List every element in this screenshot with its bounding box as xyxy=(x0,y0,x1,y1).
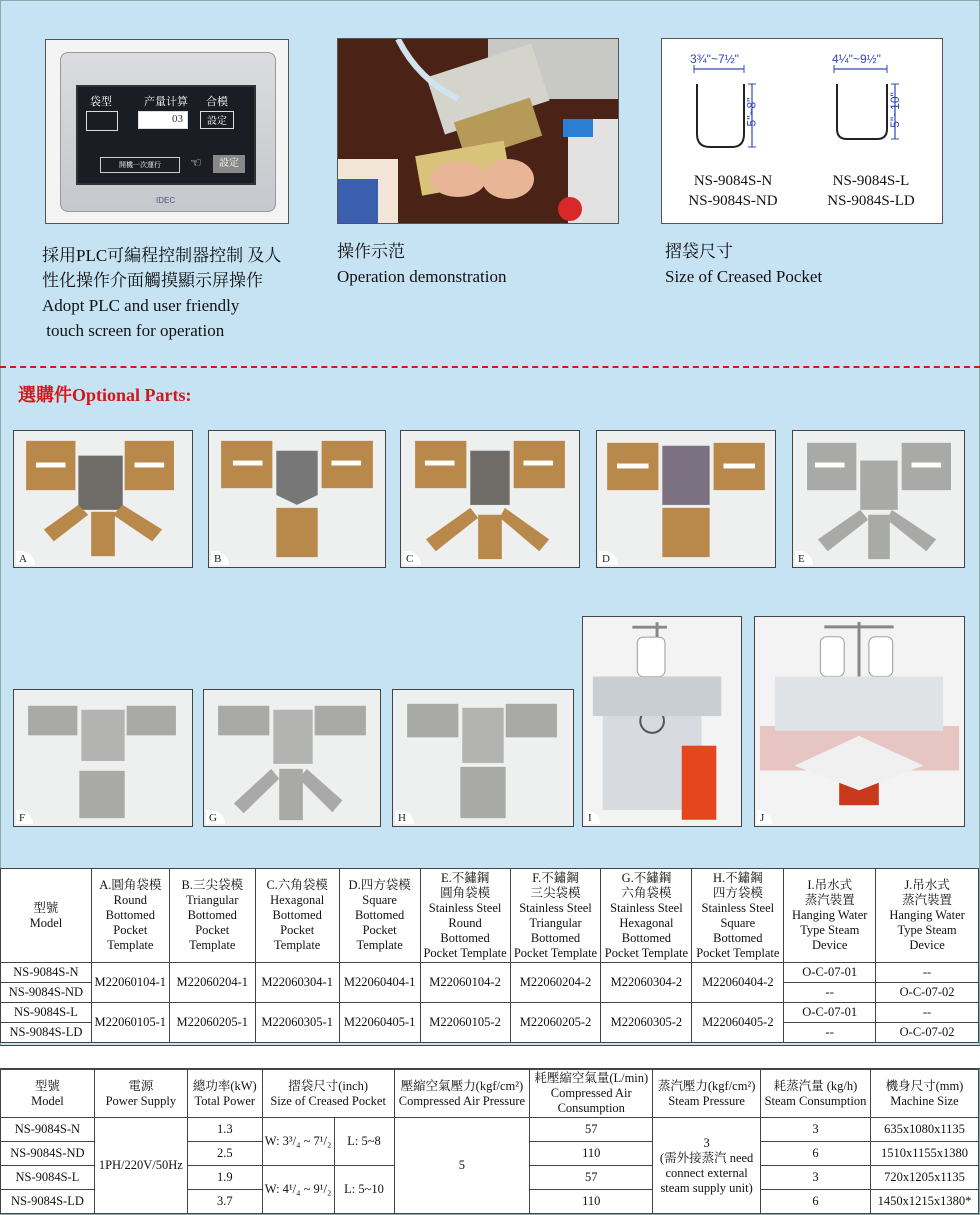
parts-header-g: G.不鏽鋼 六角袋模 Stainless Steel Hexagonal Bottomed Pocket Template xyxy=(601,869,692,963)
parts-header-j: J.吊水式 蒸汽裝置 Hanging Water Type Steam Device xyxy=(876,869,979,963)
part-c-letter: C xyxy=(403,551,421,565)
part-number-cell: M22060404-2 xyxy=(692,963,784,1003)
part-i-letter: I xyxy=(585,810,600,824)
part-g-letter: G xyxy=(206,810,225,824)
pocket-l-width: 4¼"~9½" xyxy=(832,52,881,66)
spec-header-power-supply: 電源 Power Supply xyxy=(94,1070,187,1118)
part-number-cell: M22060405-2 xyxy=(692,1003,784,1043)
pocket-n-model-1: NS-9084S-N xyxy=(693,173,773,189)
table-row xyxy=(1,1003,979,1023)
part-number-cell: M22060404-1 xyxy=(339,963,420,1003)
steam-device-cell: -- xyxy=(876,963,979,983)
spec-model-cell: NS-9084S-ND xyxy=(1,1142,95,1166)
pocket-size-caption xyxy=(665,239,822,289)
part-number-cell: M22060204-2 xyxy=(510,963,601,1003)
pocket-n-width: 3¾"~7½" xyxy=(690,52,739,66)
pocket-width-cell: W: 4¹/₄ ~ 9¹/₂ xyxy=(262,1166,334,1214)
air-consumption-cell: 57 xyxy=(530,1118,653,1142)
pocket-size-diagram xyxy=(661,38,943,224)
part-number-cell: M22060405-1 xyxy=(339,1003,420,1043)
spec-header-total-power: 總功率(kW) Total Power xyxy=(187,1070,262,1118)
part-c xyxy=(400,430,580,568)
spec-header-machine-size: 機身尺寸(mm) Machine Size xyxy=(870,1070,978,1118)
part-e-letter: E xyxy=(795,551,813,565)
part-number-cell: M22060304-1 xyxy=(255,963,339,1003)
machine-size-cell: 635x1080x1135 xyxy=(870,1118,978,1142)
parts-header-a: A.圓角袋模 Round Bottomed Pocket Template xyxy=(91,869,169,963)
steam-consumption-cell: 3 xyxy=(761,1166,871,1190)
parts-header-c: C.六角袋模 Hexagonal Bottomed Pocket Template xyxy=(255,869,339,963)
machine-size-cell: 1450x1215x1380* xyxy=(870,1190,978,1214)
screen-count: 产量计算 xyxy=(144,96,188,108)
part-number-cell: M22060105-2 xyxy=(420,1003,510,1043)
pocket-n-models xyxy=(670,171,796,211)
pocket-l-height: 5"~10" xyxy=(887,92,902,128)
screen-bag-icon-box xyxy=(86,111,118,131)
part-number-cell: M22060104-1 xyxy=(91,963,169,1003)
part-f xyxy=(13,689,193,827)
part-number-cell: M22060305-2 xyxy=(601,1003,692,1043)
pocket-l-models xyxy=(808,171,934,211)
section-divider xyxy=(0,366,980,368)
table-spacer xyxy=(0,1045,980,1069)
part-number-cell: M22060205-1 xyxy=(169,1003,255,1043)
part-i xyxy=(582,616,742,827)
part-number-cell: M22060105-1 xyxy=(91,1003,169,1043)
parts-model-cell: NS-9084S-ND xyxy=(1,983,92,1003)
part-number-cell: M22060104-2 xyxy=(420,963,510,1003)
air-consumption-cell: 57 xyxy=(530,1166,653,1190)
pocket-width-cell: W: 3³/₄ ~ 7¹/₂ xyxy=(262,1118,334,1166)
part-number-cell: M22060304-2 xyxy=(601,963,692,1003)
steam-consumption-cell: 6 xyxy=(761,1190,871,1214)
table-row xyxy=(1,1118,979,1142)
optional-parts-title: 選購件Optional Parts: xyxy=(18,385,192,405)
part-d xyxy=(596,430,776,568)
parts-header-e: E.不鏽鋼 圓角袋模 Stainless Steel Round Bottomed Pocket Template xyxy=(420,869,510,963)
steam-consumption-cell: 3 xyxy=(761,1118,871,1142)
plc-caption-line-3: Adopt PLC and user friendly xyxy=(42,296,240,315)
total-power-cell: 1.3 xyxy=(187,1118,262,1142)
spec-model-cell: NS-9084S-L xyxy=(1,1166,95,1190)
spec-header-air-pressure: 壓縮空氣壓力(kgf/cm²) Compressed Air Pressure xyxy=(394,1070,530,1118)
power-supply-cell: 1PH/220V/50Hz xyxy=(94,1118,187,1214)
hand-icon: ☜ xyxy=(190,155,202,170)
pocket-length-cell: L: 5~8 xyxy=(334,1118,394,1166)
part-g xyxy=(203,689,381,827)
pocket-n-height: 5"~8" xyxy=(744,97,759,127)
parts-number-table xyxy=(0,868,979,1043)
pocket-n-model-2: NS-9084S-ND xyxy=(688,193,778,209)
screen-set-button: 設定 xyxy=(213,155,245,173)
part-e xyxy=(792,430,965,568)
steam-device-cell: O-C-07-02 xyxy=(876,1023,979,1043)
pocket-size-caption-en: Size of Creased Pocket xyxy=(665,267,823,286)
part-number-cell: M22060305-1 xyxy=(255,1003,339,1043)
part-h xyxy=(392,689,574,827)
table-row xyxy=(1,963,979,983)
part-b-letter: B xyxy=(211,551,229,565)
total-power-cell: 2.5 xyxy=(187,1142,262,1166)
screen-bag-type: 袋型 xyxy=(90,96,112,108)
plc-caption-line-2: 性化操作介面觸摸顯示屏操作 xyxy=(42,271,263,290)
parts-model-cell: NS-9084S-LD xyxy=(1,1023,92,1043)
parts-header-h: H.不鏽鋼 四方袋模 Stainless Steel Square Bottomed Pocket Template xyxy=(692,869,784,963)
steam-pressure-cell: 3 (需外接蒸汽 need connect external steam supply unit) xyxy=(653,1118,761,1214)
pocket-l-model-2: NS-9084S-LD xyxy=(827,193,915,209)
part-h-letter: H xyxy=(395,810,414,824)
steam-device-cell: -- xyxy=(876,1003,979,1023)
spec-header-steam-consumption: 耗蒸汽量 (kg/h) Steam Consumption xyxy=(761,1070,871,1118)
parts-model-cell: NS-9084S-N xyxy=(1,963,92,983)
part-j-letter: J xyxy=(757,810,772,824)
part-f-letter: F xyxy=(16,810,33,824)
part-a xyxy=(13,430,193,568)
operation-illustration xyxy=(338,39,619,224)
machine-size-cell: 1510x1155x1380 xyxy=(870,1142,978,1166)
parts-header-model: 型號 Model xyxy=(1,869,92,963)
screen-count-value: 03 xyxy=(172,113,183,125)
spec-model-cell: NS-9084S-N xyxy=(1,1118,95,1142)
operation-caption-cn: 操作示范 xyxy=(337,242,405,261)
steam-device-cell: -- xyxy=(784,1023,876,1043)
part-number-cell: M22060204-1 xyxy=(169,963,255,1003)
screen-close: 合模 xyxy=(206,96,228,108)
part-j xyxy=(754,616,965,827)
plc-caption-line-1: 採用PLC可編程控制器控制 及人 xyxy=(42,246,282,265)
spec-table-header xyxy=(1,1070,979,1118)
plc-caption-line-4: touch screen for operation xyxy=(42,321,225,340)
part-number-cell: M22060205-2 xyxy=(510,1003,601,1043)
spec-header-model: 型號 Model xyxy=(1,1070,95,1118)
pocket-size-caption-cn: 摺袋尺寸 xyxy=(665,242,733,261)
air-pressure-cell: 5 xyxy=(394,1118,530,1214)
total-power-cell: 1.9 xyxy=(187,1166,262,1190)
parts-header-f: F.不鏽鋼 三尖袋模 Stainless Steel Triangular Bottomed Pocket Template xyxy=(510,869,601,963)
steam-device-cell: O-C-07-01 xyxy=(784,1003,876,1023)
steam-device-cell: O-C-07-01 xyxy=(784,963,876,983)
air-consumption-cell: 110 xyxy=(530,1142,653,1166)
screen-mode-box: 設定 xyxy=(200,111,234,129)
part-d-letter: D xyxy=(599,551,618,565)
spec-header-air-consumption: 耗壓縮空氣量(L/min) Compressed Air Consumption xyxy=(530,1070,653,1118)
steam-device-cell: O-C-07-02 xyxy=(876,983,979,1003)
screen-run-button: 開機一次運行 xyxy=(100,157,180,173)
pocket-l-model-1: NS-9084S-L xyxy=(832,173,910,189)
operation-caption xyxy=(337,239,507,289)
specification-table xyxy=(0,1069,979,1214)
parts-model-cell: NS-9084S-L xyxy=(1,1003,92,1023)
parts-header-d: D.四方袋模 Square Bottomed Pocket Template xyxy=(339,869,420,963)
brand-logo: IDEC xyxy=(156,196,176,205)
steam-consumption-cell: 6 xyxy=(761,1142,871,1166)
total-power-cell: 3.7 xyxy=(187,1190,262,1214)
steam-device-cell: -- xyxy=(784,983,876,1003)
touch-screen-photo xyxy=(45,39,289,224)
operation-caption-en: Operation demonstration xyxy=(337,267,507,286)
screen-count-box xyxy=(138,111,188,129)
air-consumption-cell: 110 xyxy=(530,1190,653,1214)
parts-header-b: B.三尖袋模 Triangular Bottomed Pocket Template xyxy=(169,869,255,963)
spec-model-cell: NS-9084S-LD xyxy=(1,1190,95,1214)
parts-table-header xyxy=(1,869,979,963)
touch-screen-display xyxy=(76,85,256,185)
machine-size-cell: 720x1205x1135 xyxy=(870,1166,978,1190)
parts-header-i: I.吊水式 蒸汽裝置 Hanging Water Type Steam Device xyxy=(784,869,876,963)
spec-header-steam-pressure: 蒸汽壓力(kgf/cm²) Steam Pressure xyxy=(653,1070,761,1118)
pocket-length-cell: L: 5~10 xyxy=(334,1166,394,1214)
operation-photo xyxy=(337,38,619,224)
part-b xyxy=(208,430,386,568)
part-a-letter: A xyxy=(16,551,35,565)
spec-header-pocket-size: 摺袋尺寸(inch) Size of Creased Pocket xyxy=(262,1070,394,1118)
plc-caption xyxy=(42,243,342,343)
